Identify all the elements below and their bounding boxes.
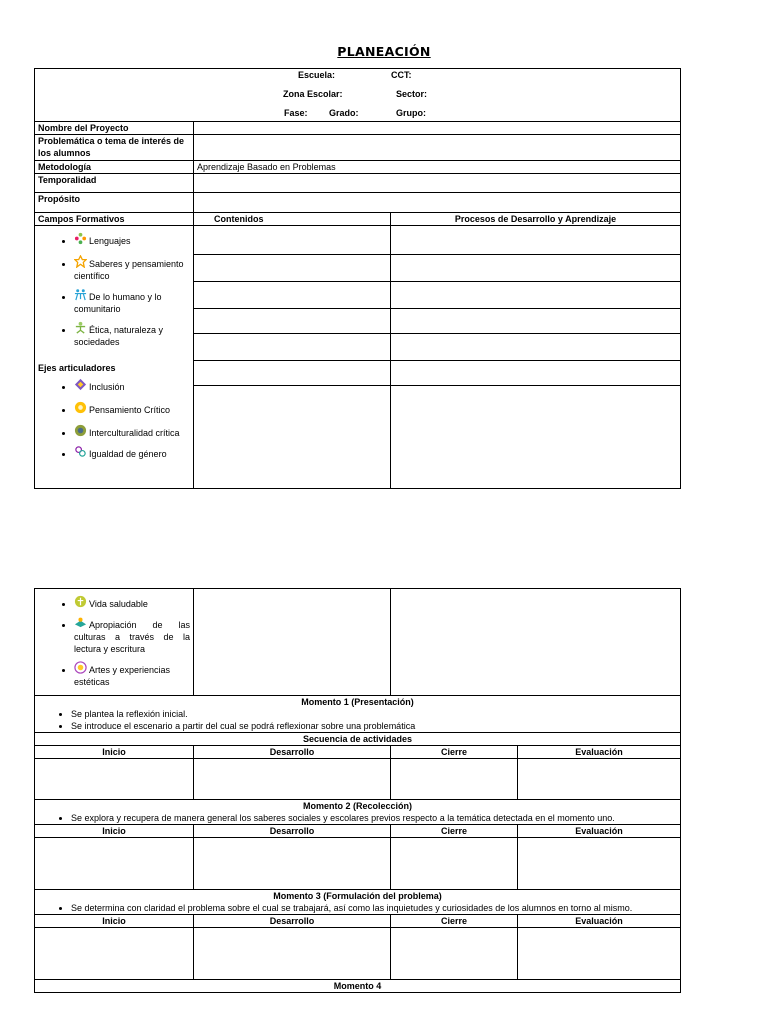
inicio-cell[interactable] (35, 928, 194, 980)
campo-label: Ética, naturaleza y sociedades (74, 325, 164, 347)
etica-icon (74, 321, 87, 334)
activity-row (35, 838, 681, 890)
humano-icon (74, 288, 87, 301)
eje-item (74, 401, 190, 416)
proceso-cell[interactable] (391, 386, 681, 489)
activity-header-row (35, 746, 681, 759)
campo-label: Lenguajes (89, 236, 131, 246)
ejes-title: Ejes articuladores (38, 363, 116, 373)
proceso-cell[interactable] (391, 226, 681, 255)
planeacion-table (34, 68, 681, 489)
school-info-cell (35, 69, 681, 122)
proceso-cell[interactable] (391, 254, 681, 282)
momento1-title: Momento 1 (Presentación) (301, 697, 414, 707)
grado-label: Grado: (329, 108, 359, 118)
campo-label: De lo humano y lo comunitario (74, 292, 162, 314)
cierre-header: Cierre (391, 825, 518, 838)
procesos-header: Procesos de Desarrollo y Aprendizaje (391, 213, 681, 226)
secuencia-title: Secuencia de actividades (35, 733, 681, 746)
escuela-label: Escuela: (298, 70, 336, 80)
desarrollo-cell[interactable] (194, 928, 391, 980)
contenido-cell[interactable] (194, 226, 391, 255)
contenido-cell[interactable] (194, 589, 391, 696)
momento1-cell (35, 696, 681, 733)
momento1-bullet: • Se introduce el escenario a partir del cual se podrá reflexionar sobre una problemática (71, 720, 680, 732)
inicio-header: Inicio (35, 915, 194, 928)
metodologia-value[interactable]: Aprendizaje Basado en Problemas (194, 161, 681, 174)
eje-label: Vida saludable (89, 599, 148, 609)
evaluacion-cell[interactable] (518, 928, 681, 980)
inclusion-icon (74, 378, 87, 391)
momento1-bullet: • Se plantea la reflexión inicial. (71, 708, 680, 720)
lectura-icon (74, 616, 87, 629)
grupo-label: Grupo: (396, 108, 426, 118)
evaluacion-cell[interactable] (518, 838, 681, 890)
contenido-cell[interactable] (194, 308, 391, 333)
campo-item (74, 232, 190, 247)
problematica-value[interactable] (194, 135, 681, 161)
desarrollo-cell[interactable] (194, 759, 391, 800)
school-info-row (35, 69, 681, 122)
ejes-list (38, 378, 190, 460)
activity-header-row (35, 915, 681, 928)
proposito-value[interactable] (194, 193, 681, 213)
proyecto-label: Nombre del Proyecto (35, 122, 194, 135)
interculturalidad-icon (74, 424, 87, 437)
ejes2-list (38, 595, 190, 688)
page-title: PLANEACIÓN (337, 44, 431, 59)
contenido-cell[interactable] (194, 360, 391, 385)
momento3-bullet: • Se determina con claridad el problema sobre el cual se trabajará, así como las inquietudes y curiosidades de los alumnos en torno al mismo. (71, 902, 676, 914)
campos-cell (35, 226, 194, 489)
cierre-header: Cierre (391, 746, 518, 759)
fase-label: Fase: (284, 108, 308, 118)
artes-icon (74, 661, 87, 674)
eje-label: Igualdad de género (89, 449, 167, 459)
contenido-cell[interactable] (194, 334, 391, 361)
momento3-cell (35, 890, 681, 915)
lenguajes-icon (74, 232, 87, 245)
actividades-table (34, 588, 681, 993)
evaluacion-header: Evaluación (518, 915, 681, 928)
contenido-cell[interactable] (194, 282, 391, 309)
metodologia-label: Metodología (35, 161, 194, 174)
cierre-cell[interactable] (391, 838, 518, 890)
momento2-list (35, 812, 680, 824)
momento3-row (35, 890, 681, 915)
momento1-list (35, 708, 680, 732)
momento3-list (35, 902, 680, 914)
problematica-row (35, 135, 681, 161)
cct-label: CCT: (391, 70, 412, 80)
desarrollo-header: Desarrollo (194, 915, 391, 928)
contenidos-header: Contenidos (194, 213, 391, 226)
metodologia-row (35, 161, 681, 174)
inicio-cell[interactable] (35, 838, 194, 890)
proposito-label: Propósito (35, 193, 194, 213)
inicio-header: Inicio (35, 825, 194, 838)
campos-body-row (35, 226, 681, 255)
momento4-title: Momento 4 (35, 980, 681, 993)
cierre-header: Cierre (391, 915, 518, 928)
eje-item (74, 595, 190, 610)
inicio-header: Inicio (35, 746, 194, 759)
eje-item (74, 616, 190, 655)
campos-header: Campos Formativos (35, 213, 194, 226)
momento2-cell (35, 800, 681, 825)
proceso-cell[interactable] (391, 282, 681, 309)
desarrollo-header: Desarrollo (194, 825, 391, 838)
proyecto-value[interactable] (194, 122, 681, 135)
eje-item (74, 661, 190, 688)
inicio-cell[interactable] (35, 759, 194, 800)
evaluacion-header: Evaluación (518, 825, 681, 838)
temporalidad-row (35, 174, 681, 193)
proposito-row (35, 193, 681, 213)
proceso-cell[interactable] (391, 589, 681, 696)
vida-icon (74, 595, 87, 608)
campo-label: Saberes y pensamiento científico (74, 259, 184, 281)
secuencia-row (35, 733, 681, 746)
saberes-icon (74, 255, 87, 268)
eje-label: Interculturalidad crítica (89, 428, 180, 438)
temporalidad-label: Temporalidad (35, 174, 194, 193)
proceso-cell[interactable] (391, 360, 681, 385)
zona-label: Zona Escolar: (283, 89, 343, 99)
campo-item (74, 255, 190, 282)
eje-label: Apropiación de las culturas a través de la lectura y escritura (74, 620, 190, 654)
ejes-cont-row (35, 589, 681, 696)
campos-header-row (35, 213, 681, 226)
contenido-cell[interactable] (194, 254, 391, 282)
proceso-cell[interactable] (391, 334, 681, 361)
proceso-cell[interactable] (391, 308, 681, 333)
cierre-cell[interactable] (391, 928, 518, 980)
momento2-title: Momento 2 (Recolección) (302, 801, 412, 811)
desarrollo-header: Desarrollo (194, 746, 391, 759)
temporalidad-value[interactable] (194, 174, 681, 193)
eje-label: Artes y experiencias estéticas (74, 665, 171, 687)
eje-label: Pensamiento Crítico (89, 405, 171, 415)
momento3-title: Momento 3 (Formulación del problema) (273, 891, 442, 901)
desarrollo-cell[interactable] (194, 838, 391, 890)
momento1-row (35, 696, 681, 733)
campo-item (74, 321, 190, 348)
activity-header-row (35, 825, 681, 838)
momento2-bullet: • Se explora y recupera de manera general los saberes sociales y escolares previos respecto a la temática detectada en el momento uno. (71, 812, 680, 824)
contenido-cell[interactable] (194, 386, 391, 489)
eje-label: Inclusión (89, 382, 125, 392)
problematica-label: Problemática o tema de interés de los alumnos (35, 135, 194, 161)
eje-item (74, 445, 190, 460)
igualdad-icon (74, 445, 87, 458)
momento2-row (35, 800, 681, 825)
pensamiento-icon (74, 401, 87, 414)
proyecto-row (35, 122, 681, 135)
momento4-row (35, 980, 681, 993)
eje-item (74, 424, 190, 439)
evaluacion-cell[interactable] (518, 759, 681, 800)
ejes-cont-cell (35, 589, 194, 696)
activity-row (35, 928, 681, 980)
activity-row (35, 759, 681, 800)
campo-item (74, 288, 190, 315)
cierre-cell[interactable] (391, 759, 518, 800)
campos-list (38, 232, 190, 348)
evaluacion-header: Evaluación (518, 746, 681, 759)
sector-label: Sector: (396, 89, 428, 99)
eje-item (74, 378, 190, 393)
